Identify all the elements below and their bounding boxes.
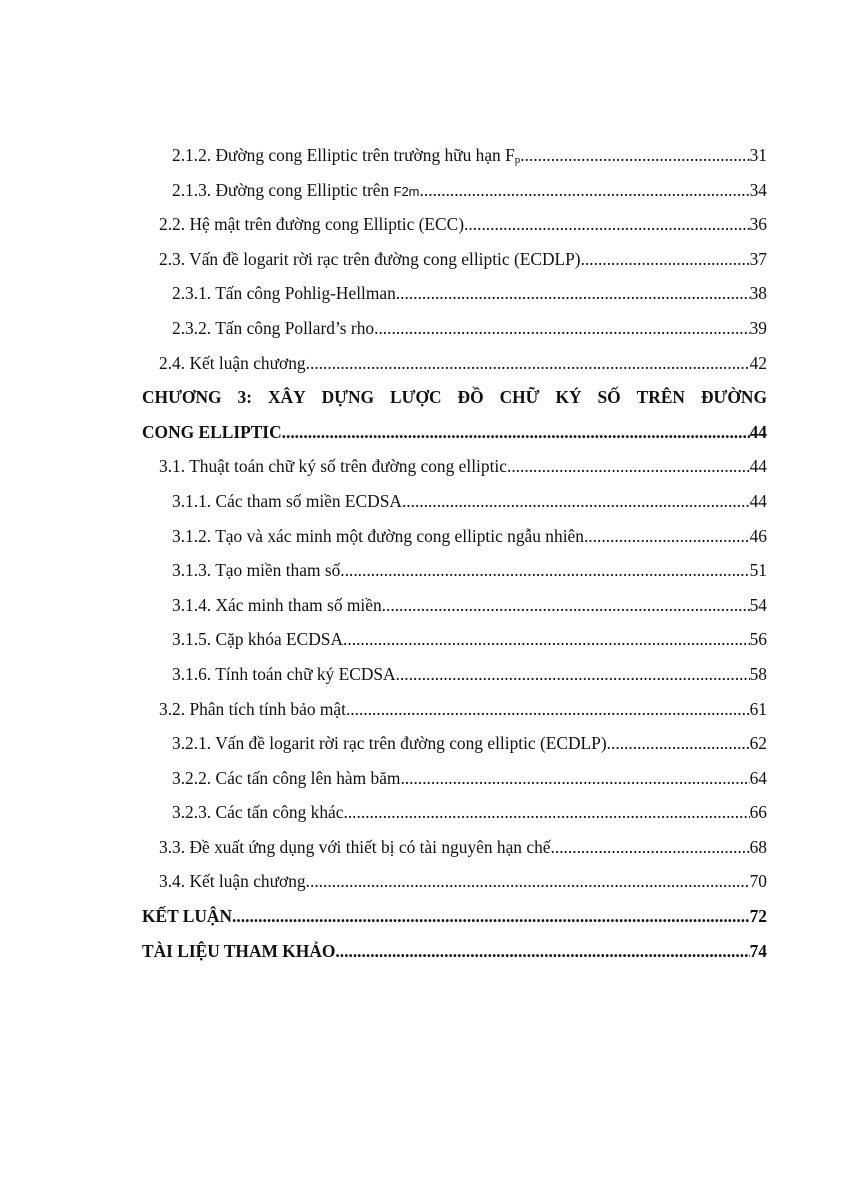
- toc-entry-number: 2.4.: [159, 352, 186, 373]
- toc-entry-line: [159, 449, 767, 484]
- chapter-3-title-word: LƯỢC: [390, 387, 442, 408]
- toc-entry-text: TÀI LIỆU THAM KHẢO: [142, 940, 336, 961]
- chapter-3-title-line-1: [142, 380, 767, 415]
- toc-entry-line: [159, 207, 767, 242]
- toc-entry-number: 3.2.3.: [172, 802, 212, 823]
- toc-entry-title: [172, 173, 420, 210]
- toc-entry-text: Đường cong Elliptic trên: [215, 179, 394, 200]
- dot-leader: [382, 588, 750, 623]
- subscript: p: [514, 154, 521, 166]
- toc-section-chapter-2: [0, 138, 849, 380]
- toc-entry-title: [172, 795, 343, 830]
- dot-leader: [420, 173, 750, 208]
- toc-page-number: 42: [749, 352, 767, 373]
- toc-entry[interactable]: [0, 138, 849, 173]
- toc-entry[interactable]: [0, 484, 849, 519]
- toc-entry[interactable]: [0, 830, 849, 865]
- toc-entry-title: [142, 899, 232, 934]
- chapter-3-title-word: XÂY: [267, 387, 306, 408]
- toc-entry-title: [172, 519, 584, 554]
- toc-entry[interactable]: [0, 934, 849, 969]
- chapter-3-title-word: KÝ: [555, 387, 582, 408]
- toc-entry-text: Phân tích tính bảo mật: [189, 698, 346, 719]
- dot-leader: [335, 934, 749, 969]
- dot-leader: [374, 311, 750, 346]
- toc-entry-title: [172, 761, 400, 796]
- toc-page-number: 36: [749, 214, 767, 235]
- toc-entry[interactable]: [0, 449, 849, 484]
- toc-entry-number: 3.3.: [159, 836, 186, 857]
- toc-entry-number: 3.1.2.: [172, 525, 212, 546]
- toc-entry-text: Kết luận chương: [189, 871, 306, 892]
- toc-entry-title: [172, 484, 402, 519]
- toc-entry-text: Các tấn công lên hàm băm: [215, 767, 401, 788]
- dot-leader: [306, 864, 750, 899]
- dot-leader: [396, 657, 750, 692]
- toc-page-number: 38: [749, 283, 767, 304]
- toc-entry-text: Tấn công Pohlig-Hellman: [215, 283, 396, 304]
- toc-page-number: 39: [749, 317, 767, 338]
- toc-entry-number: 2.3.2.: [172, 317, 212, 338]
- dot-leader: [340, 553, 749, 588]
- toc-entry-line: [172, 761, 767, 796]
- toc-entry-text: Đường cong Elliptic trên trường hữu hạn F: [215, 145, 515, 165]
- toc-entry-line: [172, 657, 767, 692]
- chapter-3-title-word: CHỮ: [499, 387, 540, 408]
- toc-entry-number: 2.2.: [159, 214, 186, 235]
- toc-entry-line: [172, 795, 767, 830]
- toc-entry[interactable]: [0, 761, 849, 796]
- chapter-3-title-word: ĐƯỜNG: [700, 387, 767, 408]
- toc-entry-line: [172, 622, 767, 657]
- toc-entry-title: [172, 311, 374, 346]
- dot-leader: [607, 726, 750, 761]
- toc-entry-title: [172, 588, 382, 623]
- field-symbol: F2m: [393, 183, 420, 199]
- toc-page-number: 64: [749, 767, 767, 788]
- toc-entry-number: 3.1.4.: [172, 594, 212, 615]
- chapter-3-title-word: 3:: [237, 387, 252, 408]
- toc-entry-text: Vấn đề logarit rời rạc trên đường cong elliptic (ECDLP): [189, 248, 581, 269]
- toc-entry-title: [159, 346, 306, 381]
- toc-page-number: 68: [749, 836, 767, 857]
- toc-entry-number: 3.2.1.: [172, 733, 212, 754]
- toc-page-number: 46: [749, 525, 767, 546]
- toc-section-chapter-3: [0, 449, 849, 968]
- toc-entry-text: Các tham số miền ECDSA: [215, 490, 402, 511]
- dot-leader: [520, 138, 749, 173]
- toc-page-number: 34: [749, 179, 767, 200]
- toc-entry-number: 2.3.: [159, 248, 186, 269]
- toc-entry-text: KẾT LUẬN: [142, 906, 233, 927]
- dot-leader: [282, 415, 750, 450]
- chapter-3-title-word: SỐ: [597, 387, 621, 408]
- toc-entry[interactable]: [0, 899, 849, 934]
- dot-leader: [346, 692, 750, 727]
- toc-entry-text: Kết luận chương: [189, 352, 306, 373]
- toc-entry-text: Đề xuất ứng dụng với thiết bị có tài nguyên hạn chế: [189, 836, 551, 857]
- dot-leader: [581, 242, 750, 277]
- dot-leader: [343, 622, 750, 657]
- toc-entry-line: [172, 173, 767, 210]
- toc-entry[interactable]: [0, 553, 849, 588]
- toc-entry-text: Tấn công Pollard’s rho: [215, 317, 375, 338]
- toc-page-number: 66: [749, 802, 767, 823]
- dot-leader: [343, 795, 749, 830]
- toc-entry-number: 2.1.2.: [172, 145, 212, 165]
- toc-entry-line: [172, 726, 767, 761]
- toc-entry[interactable]: [0, 173, 849, 208]
- toc-entry[interactable]: [0, 519, 849, 554]
- toc-entry-line: [159, 346, 767, 381]
- dot-leader: [584, 519, 750, 554]
- toc-entry-text: Thuật toán chữ ký số trên đường cong elliptic: [189, 456, 507, 477]
- toc-entry[interactable]: [0, 657, 849, 692]
- toc-entry[interactable]: [0, 692, 849, 727]
- toc-entry-title: [172, 726, 607, 761]
- toc-entry[interactable]: [0, 346, 849, 381]
- toc-entry[interactable]: [0, 795, 849, 830]
- toc-entry-title: [159, 692, 346, 727]
- toc-page-number: 56: [749, 629, 767, 650]
- toc-entry[interactable]: [0, 207, 849, 242]
- dot-leader: [551, 830, 750, 865]
- toc-page-number: 51: [749, 560, 767, 581]
- toc-entry-number: 2.1.3.: [172, 179, 212, 200]
- toc-entry-text: Các tấn công khác: [215, 802, 344, 823]
- toc-page-number: 74: [749, 940, 767, 961]
- toc-entry-line: [159, 692, 767, 727]
- toc-entry[interactable]: [0, 242, 849, 277]
- toc-entry-number: 3.2.2.: [172, 767, 212, 788]
- dot-leader: [402, 484, 750, 519]
- toc-entry-text: Vấn đề logarit rời rạc trên đường cong elliptic (ECDLP): [215, 733, 607, 754]
- toc-entry-text: Tạo miền tham số: [215, 560, 341, 581]
- toc-entry-line: [172, 311, 767, 346]
- toc-entry[interactable]: [0, 588, 849, 623]
- toc-entry-title: [159, 864, 306, 899]
- dot-leader: [232, 899, 750, 934]
- toc-entry-line: [172, 484, 767, 519]
- toc-entry[interactable]: [0, 864, 849, 899]
- toc-page-number: 37: [749, 248, 767, 269]
- toc-entry-title: [159, 207, 464, 242]
- toc-page-number: 61: [749, 698, 767, 719]
- chapter-3-title-word: ĐỒ: [457, 387, 484, 408]
- toc-entry-number: 2.3.1.: [172, 283, 212, 304]
- toc-page-number: 44: [749, 490, 767, 511]
- toc-entry-text: Xác minh tham số miền: [215, 594, 382, 615]
- toc-entry-line: [172, 588, 767, 623]
- toc-entry-text: Cặp khóa ECDSA: [215, 629, 344, 650]
- chapter-3-title-line-2: [142, 415, 767, 450]
- toc-page-number: 62: [749, 733, 767, 754]
- toc-page-number: 44: [749, 421, 767, 442]
- toc-entry-number: 3.4.: [159, 871, 186, 892]
- toc-entry-number: 3.1.3.: [172, 560, 212, 581]
- toc-entry-number: 3.2.: [159, 698, 186, 719]
- dot-leader: [400, 761, 749, 796]
- toc-entry-line: [159, 864, 767, 899]
- toc-entry-number: 3.1.5.: [172, 629, 212, 650]
- toc-entry-title: [172, 622, 343, 657]
- toc-page-number: 58: [749, 663, 767, 684]
- toc-entry[interactable]: [0, 622, 849, 657]
- toc-entry-number: 3.1.: [159, 456, 186, 477]
- toc-entry-title: [159, 242, 581, 277]
- chapter-3-title-word: DỰNG: [321, 387, 375, 408]
- toc-entry[interactable]: [0, 726, 849, 761]
- toc-entry-line: [159, 242, 767, 277]
- toc-entry-number: 3.1.6.: [172, 663, 212, 684]
- dot-leader: [464, 207, 750, 242]
- toc-entry-number: 3.1.1.: [172, 490, 212, 511]
- toc-entry-line: [172, 553, 767, 588]
- toc-entry-line: [172, 276, 767, 311]
- toc-page-number: 31: [749, 145, 767, 165]
- toc-page-number: 72: [749, 906, 767, 927]
- toc-entry[interactable]: [0, 276, 849, 311]
- toc-entry-title: [159, 830, 551, 865]
- chapter-3-title-word: CHƯƠNG: [142, 387, 222, 408]
- toc-entry-title: [172, 553, 340, 588]
- toc-page-number: 44: [749, 456, 767, 477]
- toc-entry-text: Hệ mật trên đường cong Elliptic (ECC): [189, 214, 465, 235]
- dot-leader: [396, 276, 750, 311]
- dot-leader: [306, 346, 750, 381]
- toc-entry-line: [142, 899, 767, 934]
- toc-entry-line: [159, 830, 767, 865]
- toc-entry-title: [142, 934, 335, 969]
- toc-chapter-3-heading[interactable]: [0, 380, 849, 449]
- toc-entry-line: [142, 934, 767, 969]
- chapter-3-title-word: TRÊN: [636, 387, 685, 408]
- toc-entry-text: Tạo và xác minh một đường cong elliptic ngẫu nhiên: [215, 525, 584, 546]
- toc-entry[interactable]: [0, 311, 849, 346]
- toc-page-number: 54: [749, 594, 767, 615]
- chapter-3-title-continuation: CONG ELLIPTIC: [142, 421, 282, 442]
- toc-entry-title: [172, 657, 396, 692]
- toc-entry-text: Tính toán chữ ký ECDSA: [215, 663, 396, 684]
- table-of-contents: [0, 138, 849, 968]
- dot-leader: [507, 449, 750, 484]
- toc-entry-title: [159, 449, 507, 484]
- toc-entry-title: [172, 276, 396, 311]
- toc-page-number: 70: [749, 871, 767, 892]
- toc-entry-line: [172, 519, 767, 554]
